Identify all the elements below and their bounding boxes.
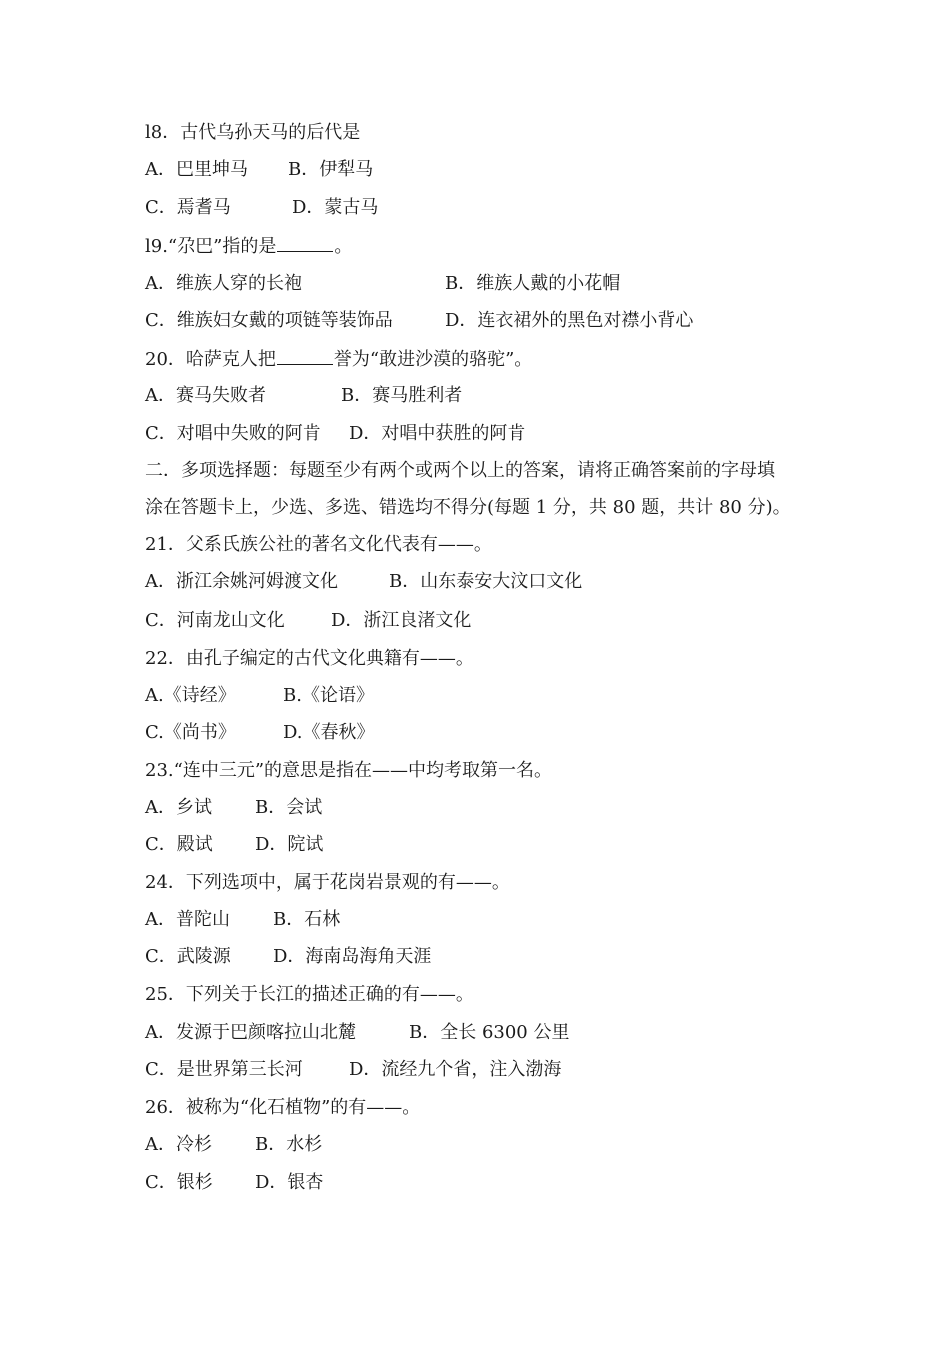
- option-b: B．石林: [273, 909, 341, 930]
- option-b: B．水杉: [255, 1134, 323, 1155]
- question-25-options-cd: [145, 1058, 561, 1082]
- option-d: D．银杏: [255, 1172, 324, 1193]
- stem-text: 20．哈萨克人把: [145, 349, 276, 370]
- option-a: A．巴里坤马: [145, 159, 248, 180]
- option-c: C．是世界第三长河: [145, 1059, 303, 1080]
- option-a: A．赛马失败者: [145, 385, 266, 406]
- option-b: B.《论语》: [283, 685, 374, 706]
- option-d: D．院试: [255, 834, 324, 855]
- question-20-options-ab: [145, 384, 462, 408]
- question-25-options-ab: [145, 1021, 569, 1045]
- question-21-stem: 21．父系氏族公社的著名文化代表有——。: [145, 534, 492, 555]
- question-23-options-cd: [145, 833, 323, 857]
- option-c: C．殿试: [145, 834, 213, 855]
- option-d: D.《春秋》: [283, 722, 375, 743]
- question-18-options-cd: [145, 196, 378, 220]
- option-c: C．对唱中失败的阿肯: [145, 423, 321, 444]
- section-heading-line1: 二．多项选择题：每题至少有两个或两个以上的答案，请将正确答案前的字母填: [145, 460, 775, 481]
- question-21-options-ab: [145, 570, 582, 594]
- option-d: D．连衣裙外的黑色对襟小背心: [445, 310, 694, 331]
- option-c: C.《尚书》: [145, 722, 236, 743]
- question-24-stem: 24．下列选项中，属于花岗岩景观的有——。: [145, 872, 510, 893]
- question-24-options-cd: [145, 945, 431, 969]
- question-26-options-ab: [145, 1133, 322, 1157]
- option-d: D．浙江良渚文化: [331, 610, 472, 631]
- question-20-stem: [145, 346, 532, 372]
- option-c: C．焉耆马: [145, 197, 231, 218]
- option-d: D．蒙古马: [292, 197, 379, 218]
- option-a: A．普陀山: [145, 909, 230, 930]
- question-19-stem: [145, 233, 352, 259]
- option-a: A.《诗经》: [145, 685, 236, 706]
- question-22-options-cd: [145, 721, 375, 745]
- option-d: D．海南岛海角天涯: [273, 946, 432, 967]
- question-22-options-ab: [145, 684, 374, 708]
- question-25-stem: 25．下列关于长江的描述正确的有——。: [145, 984, 474, 1005]
- question-19-options-ab: [145, 272, 620, 296]
- option-b: B．山东泰安大汶口文化: [389, 571, 583, 592]
- question-18-stem: l8．古代乌孙天马的后代是: [145, 122, 361, 143]
- option-c: C．河南龙山文化: [145, 610, 285, 631]
- question-19-options-cd: [145, 309, 693, 333]
- option-c: C．银杉: [145, 1172, 213, 1193]
- option-a: A．发源于巴颜喀拉山北麓: [145, 1022, 356, 1043]
- option-d: D．流经九个省，注入渤海: [349, 1059, 562, 1080]
- option-a: A．浙江余姚河姆渡文化: [145, 571, 338, 592]
- question-26-stem: 26．被称为“化石植物”的有——。: [145, 1097, 421, 1118]
- option-a: A．冷杉: [145, 1134, 212, 1155]
- question-23-options-ab: [145, 796, 322, 820]
- question-24-options-ab: [145, 908, 340, 932]
- option-a: A．乡试: [145, 797, 212, 818]
- question-21-options-cd: [145, 609, 471, 633]
- option-d: D．对唱中获胜的阿肯: [349, 423, 526, 444]
- option-c: C．武陵源: [145, 946, 231, 967]
- option-b: B．伊犁马: [288, 159, 374, 180]
- option-b: B．全长 6300 公里: [409, 1022, 570, 1043]
- question-26-options-cd: [145, 1171, 323, 1195]
- option-b: B．维族人戴的小花帽: [445, 273, 621, 294]
- stem-text: l9.“尕巴”指的是: [145, 236, 277, 257]
- stem-text-end: 。: [334, 236, 353, 257]
- question-23-stem: 23.“连中三元”的意思是指在——中均考取第一名。: [145, 760, 553, 781]
- answer-blank: [277, 233, 333, 252]
- answer-blank: [277, 346, 333, 365]
- option-b: B．会试: [255, 797, 323, 818]
- question-18-options-ab: [145, 158, 373, 182]
- stem-text-end: 誉为“敢进沙漠的骆驼”。: [333, 349, 533, 370]
- option-a: A．维族人穿的长袍: [145, 273, 302, 294]
- option-c: C．维族妇女戴的项链等装饰品: [145, 310, 393, 331]
- question-20-options-cd: [145, 422, 525, 446]
- question-22-stem: 22．由孔子编定的古代文化典籍有——。: [145, 648, 474, 669]
- option-b: B．赛马胜利者: [341, 385, 463, 406]
- section-heading-line2: 涂在答题卡上，少选、多选、错选均不得分(每题 1 分，共 80 题，共计 80 分)。: [145, 497, 791, 518]
